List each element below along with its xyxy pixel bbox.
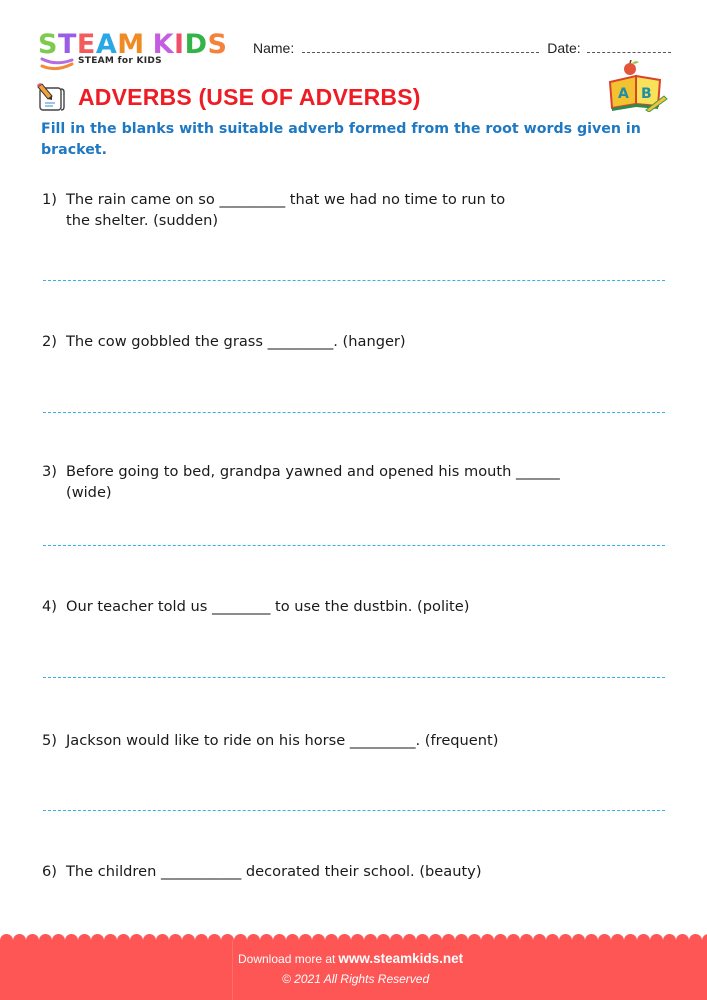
instructions-text: Fill in the blanks with suitable adverb formed from the root words given in bracket. <box>41 121 641 158</box>
logo-letter: K <box>152 29 175 60</box>
pencil-paper-icon <box>36 83 66 113</box>
question-5 <box>42 730 498 751</box>
answer-line-4[interactable] <box>43 677 665 678</box>
logo-letter: S <box>207 29 228 60</box>
question-number: 3) <box>42 463 57 480</box>
logo-letter: S <box>38 29 58 60</box>
svg-text:B: B <box>641 86 652 102</box>
footer-download <box>238 951 463 966</box>
question-6 <box>42 861 482 882</box>
footer <box>0 940 707 1000</box>
question-number: 4) <box>42 598 57 615</box>
question-text: Jackson would like to ride on his horse _________. (frequent) <box>66 732 499 749</box>
logo-letter: T <box>57 29 77 60</box>
question-text: The children ___________ decorated their school. (beauty) <box>66 863 482 880</box>
question-text-continued: the shelter. (sudden) <box>66 212 219 229</box>
logo-letter: M <box>117 29 145 60</box>
logo-letter: E <box>76 29 96 60</box>
name-date-row <box>253 40 671 56</box>
website-link[interactable]: www.steamkids.net <box>338 951 464 966</box>
answer-line-3[interactable] <box>43 545 665 546</box>
question-3 <box>42 461 560 503</box>
name-field[interactable] <box>302 42 539 53</box>
logo-letter: A <box>95 29 118 60</box>
question-text: Before going to bed, grandpa yawned and opened his mouth ______ <box>66 463 560 480</box>
question-4 <box>42 596 469 617</box>
question-1 <box>42 189 505 231</box>
question-number: 1) <box>42 191 57 208</box>
name-label: Name: <box>253 40 295 56</box>
date-label: Date: <box>547 40 581 56</box>
copyright-text: © 2021 All Rights Reserved <box>282 972 430 986</box>
steam-kids-logo <box>38 30 238 72</box>
question-text: The rain came on so _________ that we had no time to run to <box>66 191 506 208</box>
date-field[interactable] <box>587 42 671 53</box>
svg-text:A: A <box>618 86 629 102</box>
question-text: The cow gobbled the grass _________. (hanger) <box>66 333 406 350</box>
footer-divider <box>232 940 233 1000</box>
worksheet-title: ADVERBS (USE OF ADVERBS) <box>78 84 421 110</box>
question-number: 5) <box>42 732 57 749</box>
logo-subtitle: STEAM for KIDS <box>78 56 162 66</box>
question-text-continued: (wide) <box>66 484 112 501</box>
download-text: Download more at <box>238 952 336 966</box>
answer-line-1[interactable] <box>43 280 665 281</box>
question-text: Our teacher told us ________ to use the dustbin. (polite) <box>66 598 470 615</box>
question-2 <box>42 331 406 352</box>
question-number: 6) <box>42 863 57 880</box>
book-ab-icon <box>606 60 668 112</box>
answer-line-5[interactable] <box>43 810 665 811</box>
logo-swoosh-icon <box>40 56 76 72</box>
question-number: 2) <box>42 333 57 350</box>
logo-letter: I <box>174 29 185 60</box>
logo-letter: D <box>184 29 208 60</box>
answer-line-2[interactable] <box>43 412 665 413</box>
